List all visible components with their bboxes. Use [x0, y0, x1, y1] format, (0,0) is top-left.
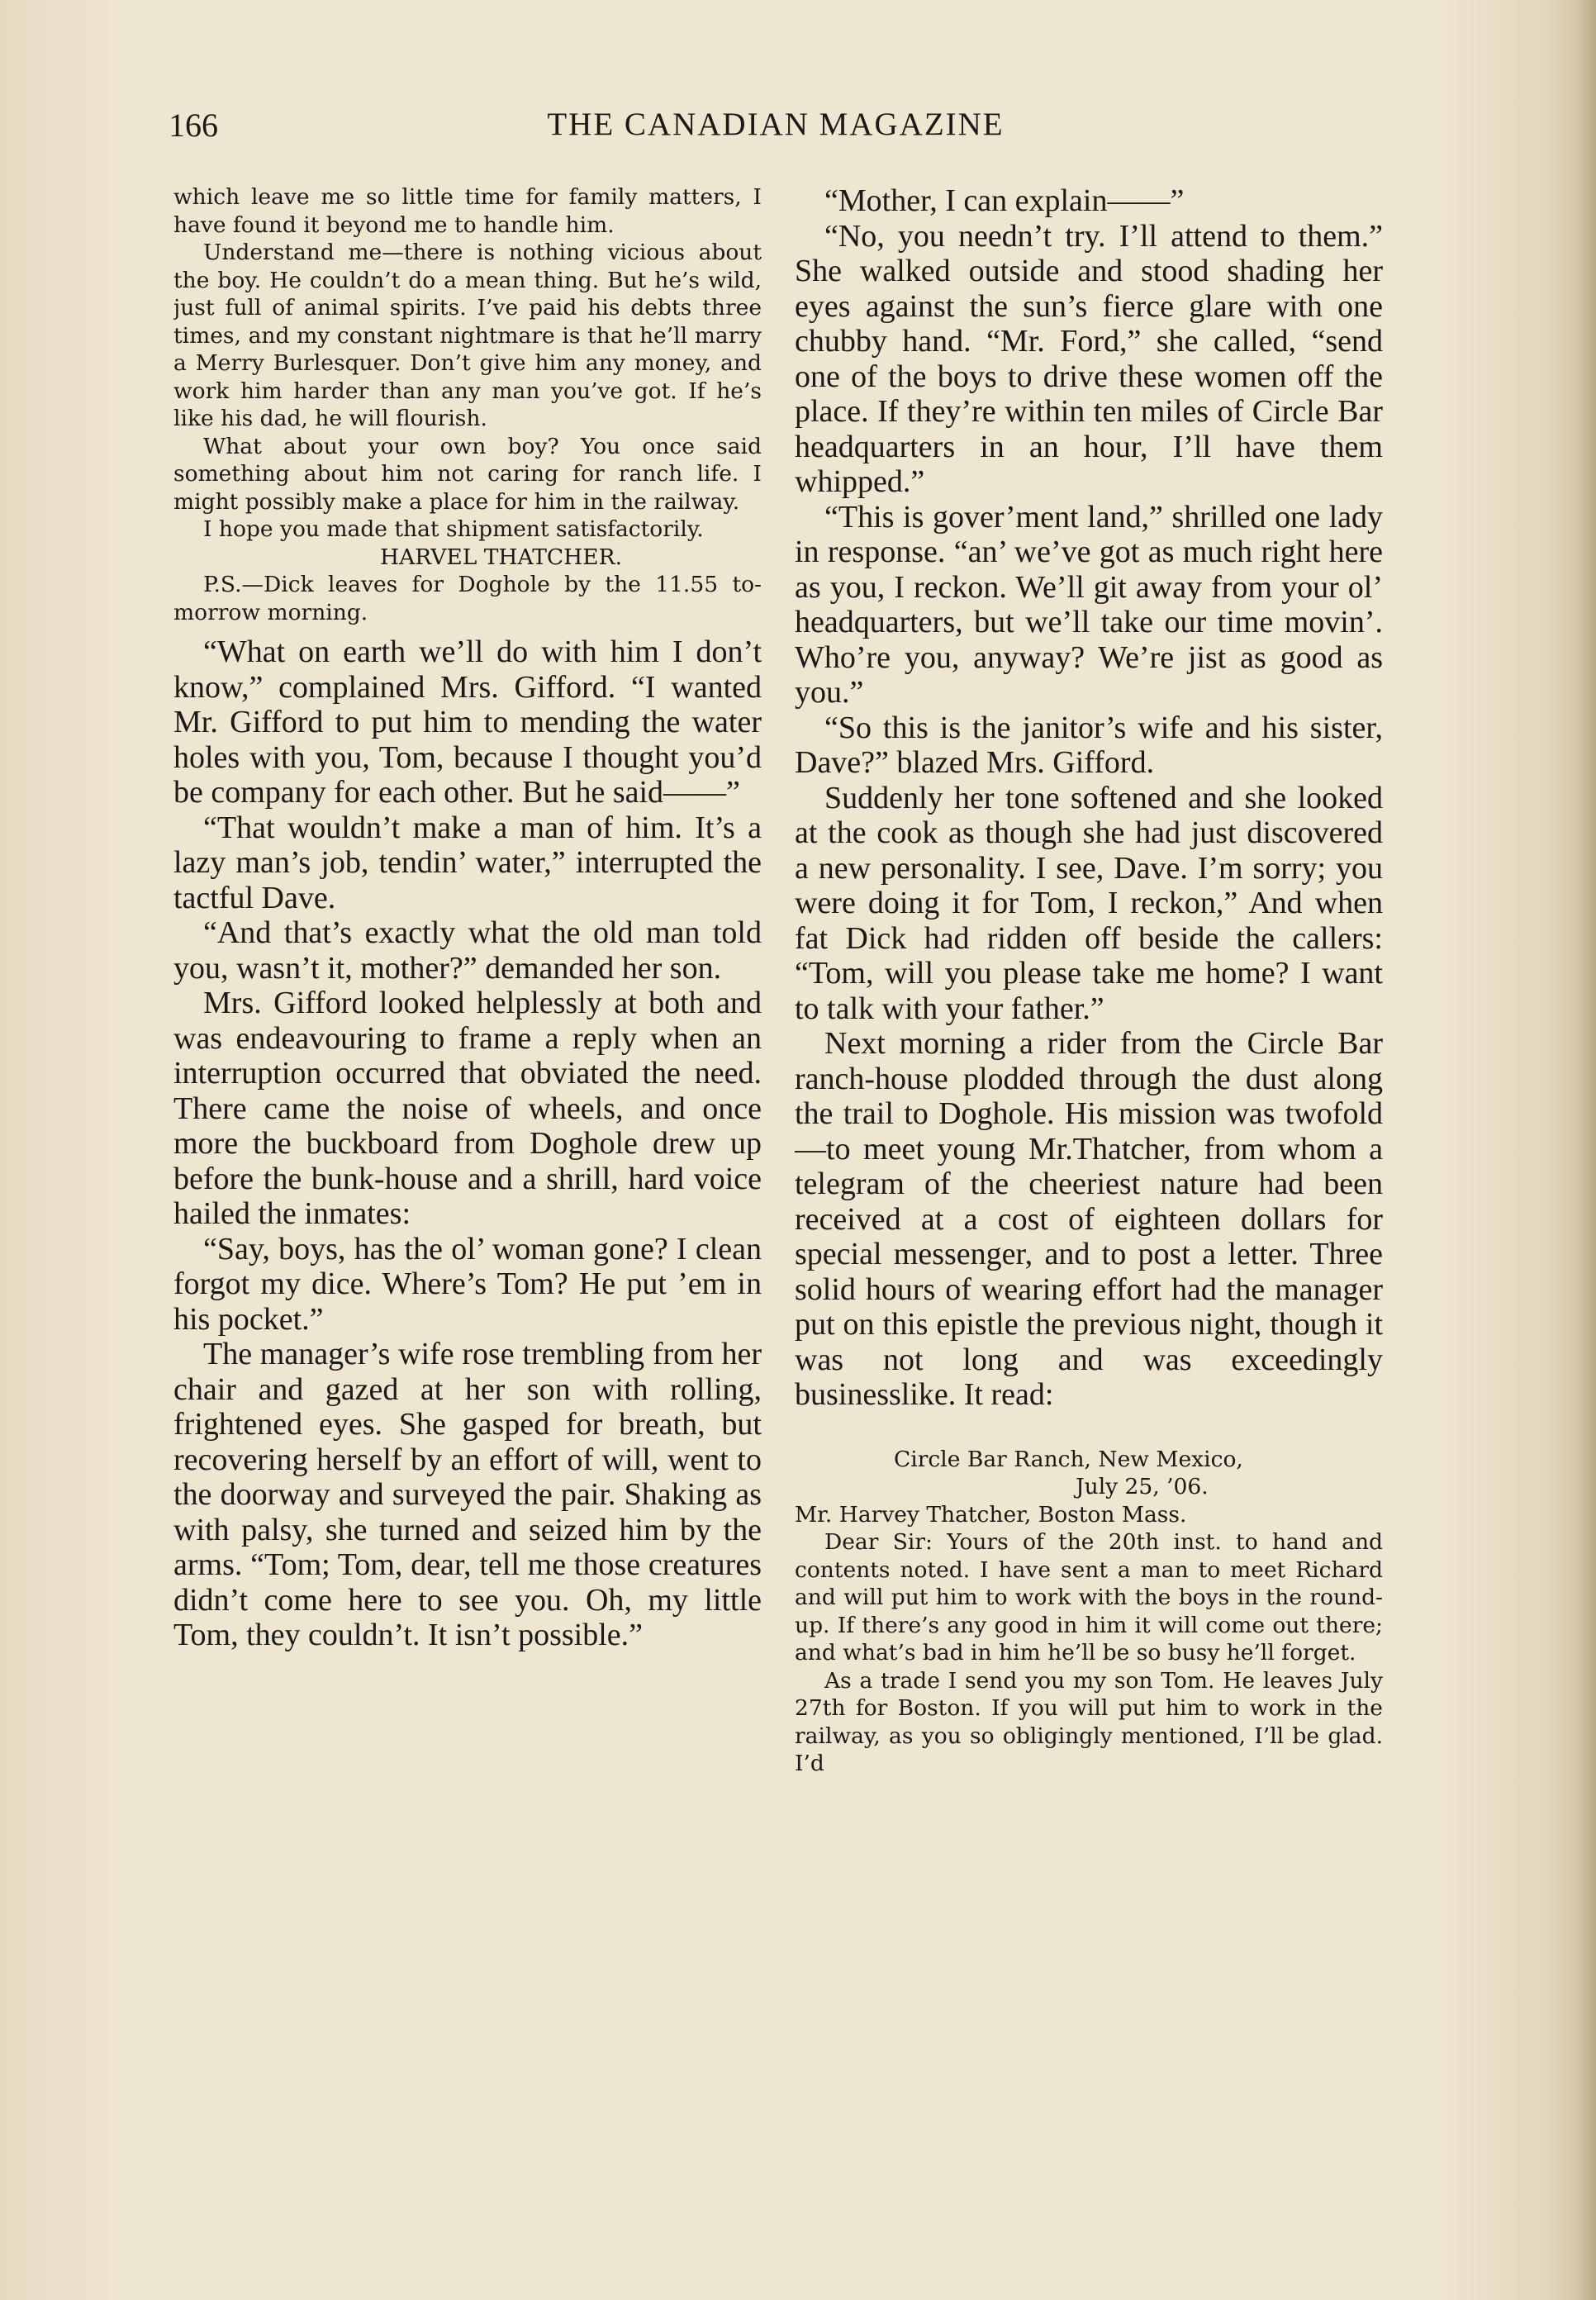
- story-paragraph: “And that’s exactly what the old man told you, wasn’t it, mother?” demanded her son.: [173, 915, 762, 986]
- letter-paragraph: What about your own boy? You once said something about him not caring for ranch life. I might possibly make a place for him in the railway.: [173, 433, 762, 515]
- left-column: [173, 183, 762, 2100]
- letter-paragraph: As a trade I send you my son Tom. He leaves July 27th for Boston. If you will put him to work in the railway, as you so obligingly mentioned, I’ll be glad. I’d: [795, 1667, 1383, 1776]
- story-paragraph: “That wouldn’t make a man of him. It’s a lazy man’s job, tendin’ water,” interrupted the tactful Dave.: [173, 810, 762, 915]
- story-paragraph: “What on earth we’ll do with him I don’t know,” complained Mrs. Gifford. “I wanted Mr. Gifford to put him to mending the water holes with you, Tom, because I thought you’d be company for each other. But he said——”: [173, 634, 762, 810]
- story-paragraph: “This is gover’ment land,” shrilled one lady in response. “an’ we’ve got as much right here as you, I reckon. We’ll git away from your ol’ headquarters, but we’ll take our time movin’. Who’re you, anyway? We’re jist as good as you.”: [795, 499, 1383, 710]
- story-paragraph: “Mother, I can explain——”: [824, 183, 1185, 218]
- letter-addressee: Mr. Harvey Thatcher, Boston Mass.: [795, 1501, 1187, 1528]
- page-number: 166: [169, 107, 218, 144]
- letter-paragraph: I hope you made that shipment satisfactorily.: [203, 516, 704, 542]
- letter-signature: HARVEL THATCHER.: [380, 544, 623, 570]
- story-paragraph: Next morning a rider from the Circle Bar ranch-house plodded through the dust along the trail to Doghole. His mission was twofold—to meet young Mr.Thatcher, from whom a telegram of the cheeriest nature had been received at a cost of eighteen dollars for special messenger, and to post a letter. Three solid hours of wearing effort had the manager put on this epistle the previous night, though it was not long and was exceedingly businesslike. It read:: [795, 1026, 1383, 1412]
- letter-place: Circle Bar Ranch, New Mexico,: [894, 1446, 1243, 1472]
- letter-paragraph: Dear Sir: Yours of the 20th inst. to hand and contents noted. I have sent a man to meet Richard and will put him to work with the boys in the round-up. If there’s any good in him it will come out there; and what’s bad in him he’ll be so busy he’ll forget.: [795, 1529, 1383, 1666]
- right-column: [795, 183, 1383, 2100]
- story-paragraph: The manager’s wife rose trembling from her chair and gazed at her son with rolling, frightened eyes. She gasped for breath, but recovering herself by an effort of will, went to the doorway and surveyed the pair. Shaking as with palsy, she turned and seized him by the arms. “Tom; Tom, dear, tell me those creatures didn’t come here to see you. Oh, my little Tom, they couldn’t. It isn’t possible.”: [173, 1337, 762, 1652]
- letter-date: July 25, ’06.: [1076, 1474, 1209, 1499]
- magazine-title: THE CANADIAN MAGAZINE: [547, 107, 1005, 142]
- story-paragraph: “No, you needn’t try. I’ll attend to them.” She walked outside and stood shading her eyes against the sun’s fierce glare with one chubby hand. “Mr. Ford,” she called, “send one of the boys to drive these women off the place. If they’re within ten miles of Circle Bar headquarters in an hour, I’ll have them whipped.”: [795, 218, 1383, 499]
- story-paragraph: “Say, boys, has the ol’ woman gone? I clean forgot my dice. Where’s Tom? He put ’em in his pocket.”: [173, 1231, 762, 1337]
- page-header: [169, 106, 1383, 155]
- page-edge: [1575, 0, 1596, 2300]
- letter-postscript: P.S.—Dick leaves for Doghole by the 11.55 to-morrow morning.: [173, 572, 762, 625]
- story-paragraph: Suddenly her tone softened and she looked at the cook as though she had just discovered a new personality. I see, Dave. I’m sorry; you were doing it for Tom, I reckon,” And when fat Dick had ridden off beside the callers: “Tom, will you please take me home? I want to talk with your father.”: [795, 780, 1383, 1026]
- letter-paragraph: which leave me so little time for family matters, I have found it beyond me to handle him.: [173, 184, 762, 238]
- letter-paragraph: Understand me—there is nothing vicious about the boy. He couldn’t do a mean thing. But he’s wild, just full of animal spirits. I’ve paid his debts three times, and my constant nightmare is that he’ll marry a Merry Burlesquer. Don’t give him any money, and work him harder than any man you’ve got. If he’s like his dad, he will flourish.: [173, 240, 762, 431]
- story-paragraph: Mrs. Gifford looked helplessly at both and was endeavouring to frame a reply when an interruption occurred that obviated the need. There came the noise of wheels, and once more the buckboard from Doghole drew up before the bunk-house and a shrill, hard voice hailed the inmates:: [173, 986, 762, 1231]
- story-paragraph: “So this is the janitor’s wife and his sister, Dave?” blazed Mrs. Gifford.: [795, 710, 1383, 780]
